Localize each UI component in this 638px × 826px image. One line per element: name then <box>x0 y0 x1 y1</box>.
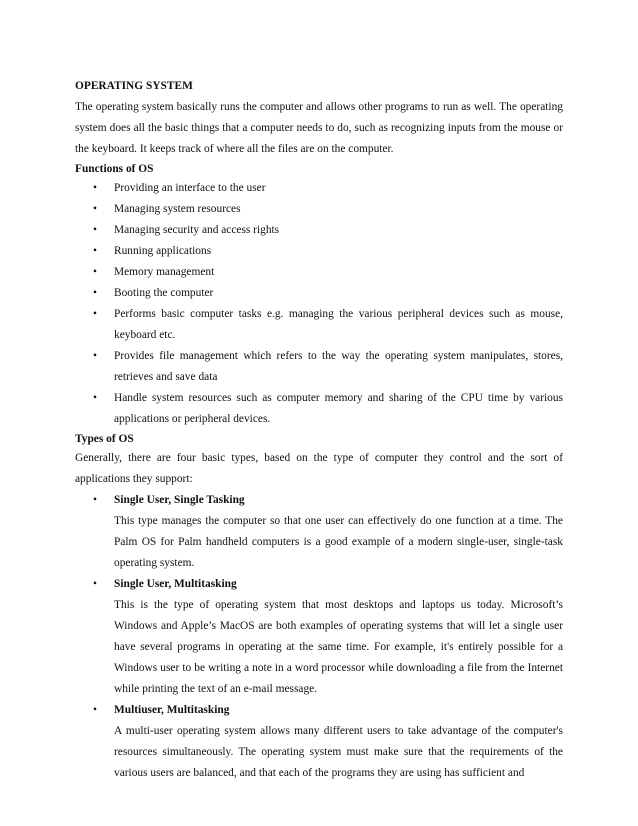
type-title: • Single User, Multitasking <box>114 578 237 590</box>
type-description: This type manages the computer so that one user can effectively do one function at a time. The Palm OS for Palm handheld computers is a good example of a modern single-user, single-task operating system. <box>114 515 563 569</box>
types-intro-paragraph: Generally, there are four basic types, based on the type of computer they control and the sort of applications they support: <box>75 452 563 485</box>
document-title: OPERATING SYSTEM <box>75 80 193 92</box>
type-item <box>75 490 563 574</box>
function-item: • Booting the computer <box>75 283 563 304</box>
function-item: • Handle system resources such as computer memory and sharing of the CPU time by various applications or peripheral devices. <box>75 388 563 430</box>
function-item: • Memory management <box>75 262 563 283</box>
function-item: • Managing security and access rights <box>75 220 563 241</box>
document-page <box>75 76 563 784</box>
types-heading: Types of OS <box>75 433 134 445</box>
intro-paragraph: The operating system basically runs the computer and allows other programs to run as well. The operating system does all the basic things that a computer needs to do, such as recognizing inputs from the mouse or the keyboard. It keeps track of where all the files are on the computer. <box>75 101 563 155</box>
type-description: A multi-user operating system allows many different users to take advantage of the computer's resources simultaneously. The operating system must make sure that the requirements of the various users are balanced, and that each of the programs they are using has sufficient and <box>114 725 563 779</box>
functions-heading: Functions of OS <box>75 163 154 175</box>
functions-list <box>75 178 563 430</box>
function-item: • Managing system resources <box>75 199 563 220</box>
function-item: • Running applications <box>75 241 563 262</box>
types-list <box>75 490 563 784</box>
type-description: This is the type of operating system that most desktops and laptops us today. Microsoft’s Windows and Apple’s MacOS are both examples of operating systems that will let a single user have several programs in operating at the same time. For example, it's entirely possible for a Windows user to be writing a note in a word processor while downloading a file from the Internet while printing the text of an e-mail message. <box>114 599 563 695</box>
type-item <box>75 700 563 784</box>
function-item: • Performs basic computer tasks e.g. managing the various peripheral devices such as mouse, keyboard etc. <box>75 304 563 346</box>
type-title: • Multiuser, Multitasking <box>114 704 230 716</box>
function-item: • Provides file management which refers to the way the operating system manipulates, stores, retrieves and save data <box>75 346 563 388</box>
type-title: • Single User, Single Tasking <box>114 494 245 506</box>
type-item <box>75 574 563 700</box>
function-item: • Providing an interface to the user <box>75 178 563 199</box>
